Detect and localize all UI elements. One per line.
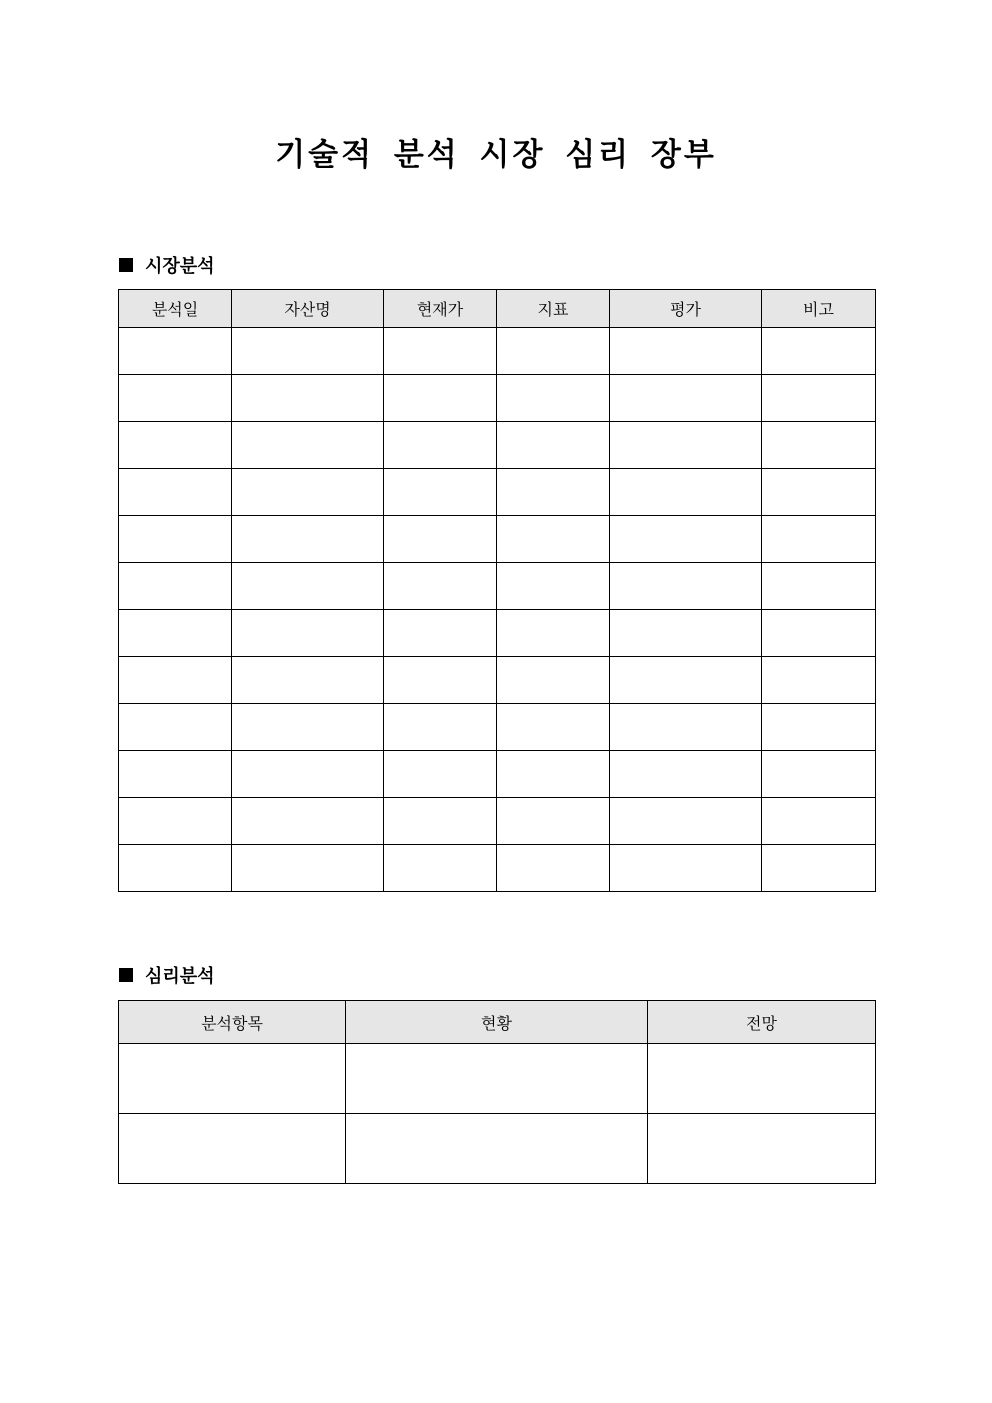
table-cell[interactable] [762,469,876,516]
table-cell[interactable] [497,845,610,892]
table-cell[interactable] [497,610,610,657]
table-cell[interactable] [384,704,497,751]
table-cell[interactable] [232,422,384,469]
column-header-asset-name: 자산명 [232,290,384,328]
table-header-row [119,290,876,328]
table-cell[interactable] [232,375,384,422]
table-cell[interactable] [384,845,497,892]
market-table-body [119,328,876,892]
table-cell[interactable] [610,610,762,657]
table-cell[interactable] [119,1044,346,1114]
table-cell[interactable] [119,516,232,563]
table-row [119,516,876,563]
table-cell[interactable] [610,516,762,563]
psych-section-heading [119,962,215,988]
table-cell[interactable] [384,516,497,563]
table-row [119,1044,876,1114]
table-row [119,610,876,657]
table-cell[interactable] [232,798,384,845]
table-header-row [119,1001,876,1044]
table-row [119,1114,876,1184]
table-cell[interactable] [497,798,610,845]
table-cell[interactable] [610,328,762,375]
table-cell[interactable] [346,1044,648,1114]
table-cell[interactable] [232,328,384,375]
table-cell[interactable] [762,328,876,375]
table-cell[interactable] [119,328,232,375]
table-cell[interactable] [762,704,876,751]
table-cell[interactable] [497,422,610,469]
table-cell[interactable] [384,375,497,422]
table-cell[interactable] [762,751,876,798]
table-row [119,469,876,516]
column-header-analysis-item: 분석항목 [119,1001,346,1044]
table-cell[interactable] [119,704,232,751]
table-cell[interactable] [119,375,232,422]
table-cell[interactable] [762,422,876,469]
market-section-heading [119,252,215,278]
table-cell[interactable] [119,469,232,516]
table-cell[interactable] [610,375,762,422]
table-cell[interactable] [346,1114,648,1184]
table-cell[interactable] [648,1044,876,1114]
table-cell[interactable] [119,1114,346,1184]
table-row [119,704,876,751]
table-cell[interactable] [497,563,610,610]
psych-table-body [119,1044,876,1184]
table-cell[interactable] [232,845,384,892]
table-cell[interactable] [497,516,610,563]
table-cell[interactable] [610,563,762,610]
column-header-outlook: 전망 [648,1001,876,1044]
table-cell[interactable] [610,469,762,516]
table-cell[interactable] [384,657,497,704]
table-cell[interactable] [610,751,762,798]
table-cell[interactable] [232,469,384,516]
table-cell[interactable] [119,657,232,704]
market-section-title: 시장분석 [145,256,215,277]
table-cell[interactable] [762,798,876,845]
table-cell[interactable] [384,610,497,657]
column-header-current-price: 현재가 [384,290,497,328]
table-cell[interactable] [232,610,384,657]
column-header-indicator: 지표 [497,290,610,328]
page-title: 기술적 분석 시장 심리 장부 [275,137,717,173]
table-cell[interactable] [384,328,497,375]
table-cell[interactable] [762,610,876,657]
psych-section-title: 심리분석 [145,966,215,987]
table-cell[interactable] [232,657,384,704]
table-row [119,798,876,845]
table-cell[interactable] [610,657,762,704]
table-cell[interactable] [384,563,497,610]
table-row [119,657,876,704]
table-cell[interactable] [762,845,876,892]
table-cell[interactable] [497,469,610,516]
table-row [119,751,876,798]
table-cell[interactable] [762,657,876,704]
table-row [119,328,876,375]
table-cell[interactable] [497,704,610,751]
table-row [119,422,876,469]
table-cell[interactable] [119,845,232,892]
table-cell[interactable] [232,704,384,751]
market-analysis-table [118,289,876,892]
table-cell[interactable] [119,751,232,798]
column-header-status: 현황 [346,1001,648,1044]
table-cell[interactable] [232,516,384,563]
table-cell[interactable] [610,845,762,892]
table-cell[interactable] [762,516,876,563]
square-bullet-icon [119,258,133,272]
table-row [119,375,876,422]
table-cell[interactable] [119,610,232,657]
square-bullet-icon [119,968,133,982]
column-header-evaluation: 평가 [610,290,762,328]
table-cell[interactable] [119,798,232,845]
table-cell[interactable] [762,563,876,610]
table-cell[interactable] [610,798,762,845]
table-cell[interactable] [610,422,762,469]
column-header-analysis-date: 분석일 [119,290,232,328]
table-cell[interactable] [648,1114,876,1184]
psychology-analysis-table [118,1000,876,1184]
table-cell[interactable] [232,751,384,798]
table-cell[interactable] [497,375,610,422]
table-cell[interactable] [232,563,384,610]
table-row [119,845,876,892]
table-cell[interactable] [384,751,497,798]
table-cell[interactable] [384,798,497,845]
table-row [119,563,876,610]
table-cell[interactable] [119,422,232,469]
table-cell[interactable] [384,469,497,516]
table-cell[interactable] [762,375,876,422]
table-cell[interactable] [497,657,610,704]
table-cell[interactable] [119,563,232,610]
table-cell[interactable] [610,704,762,751]
table-cell[interactable] [497,328,610,375]
column-header-remarks: 비고 [762,290,876,328]
table-cell[interactable] [497,751,610,798]
table-cell[interactable] [384,422,497,469]
